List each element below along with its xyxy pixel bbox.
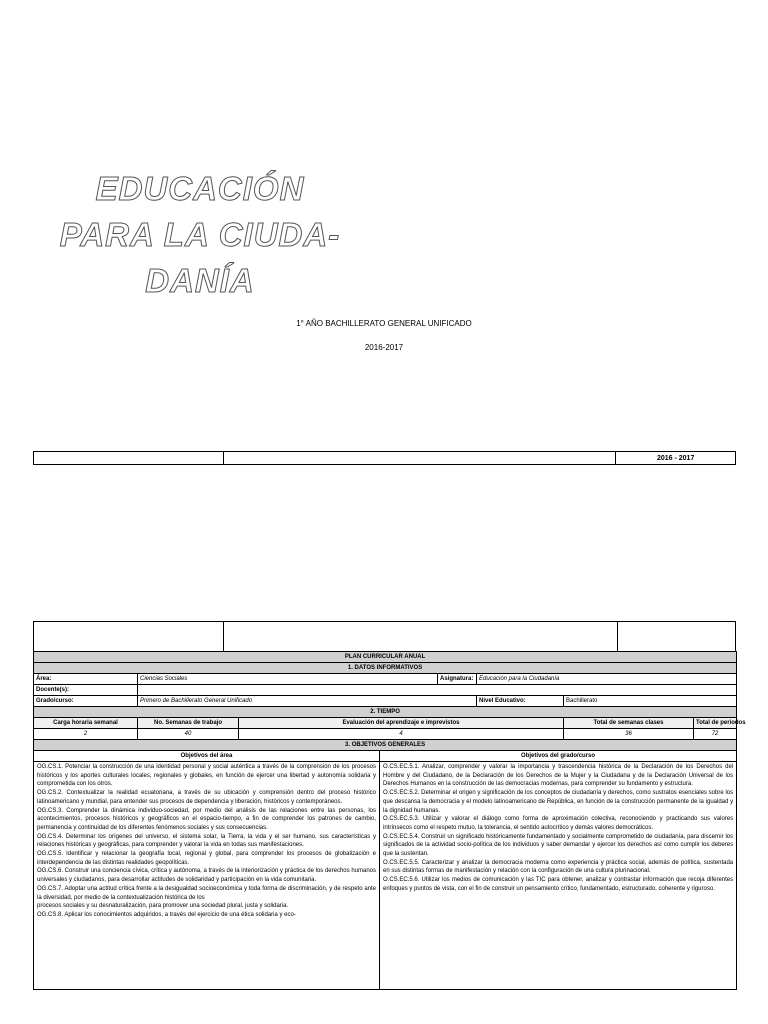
obj-area-item: OG.CS.7. Adoptar una actitud crítica frente a la desigualdad socioeconómica y toda forma de discriminación, y de respeto ante la diversidad, por medio de la contextualización histórica de los: [37, 885, 376, 901]
cover-title-line-3: DANÍA: [145, 262, 255, 299]
area-label: Área:: [34, 674, 138, 685]
cover-title-line-2: PARA LA CIUDA-: [59, 216, 341, 253]
header-box-center: [224, 622, 618, 651]
plan-heading: PLAN CURRICULAR ANUAL: [34, 652, 737, 663]
section-tiempo: 2. TIEMPO: [34, 707, 737, 718]
obj-area-item: OG.CS.2. Contextualizar la realidad ecuatoriana, a través de su ubicación y comprensión dentro del proceso histórico latinoamericano y mundial, para entender sus procesos de dependencia y liberación, históricos y contemporáneos.: [37, 790, 376, 805]
row-docente: [34, 685, 737, 696]
row-time-headers: [34, 718, 737, 729]
obj-grado-item: O.CS.EC.5.2. Determinar el origen y significación de los conceptos de ciudadanía y derechos, como sustratos esenciales sobre los que descansa la democracia y el modelo latinoamericano de República, en función de la construcción permanente de la igualdad y la dignidad humanas.: [383, 790, 734, 814]
obj-grado-cell: [380, 762, 737, 990]
obj-area-item: OG.CS.6. Construir una conciencia cívica, crítica y autónoma, a través de la interiorización y práctica de los derechos humanos universales y ciudadanos, para desarrollar actitudes de solidaridad y participación en la vida comunitaria.: [37, 868, 376, 884]
nivel-value: Bachillerato: [564, 696, 737, 707]
row-grado: [34, 696, 737, 707]
year-subtitle: 2016-2017: [364, 343, 404, 352]
nivel-label: Nivel Educativo:: [477, 696, 564, 707]
time-header-carga: Carga horaria semanal: [34, 718, 138, 729]
docente-value: [138, 685, 737, 696]
row-time-values: [34, 729, 737, 740]
time-header-total-semanas: Total de semanas clases: [564, 718, 694, 729]
section-datos: 1. DATOS INFORMATIVOS: [34, 663, 737, 674]
row-obj-headers: [34, 751, 737, 762]
obj-area-item: OG.CS.5. Identificar y relacionar la geografía local, regional y global, para comprender los procesos de globalización e interdependencia de las distintas realidades geopolíticas.: [37, 851, 376, 866]
obj-grado-item: O.CS.EC.5.6. Utilizar los medios de comunicación y las TIC para obtener, analizar y contrastar información que recoja diferentes enfoques y puntos de vista, con el fin de construir un pensamiento crítico, fundamentado, estructurado, coherente y riguroso.: [383, 877, 734, 892]
obj-area-item: OG.CS.1. Potenciar la construcción de una identidad personal y social auténtica a través de la comprensión de los procesos históricos y los aportes culturales locales, regionales y globales, en función de ejercer una libertad y autonomía solidaria y comprometida con los otros.: [37, 764, 376, 788]
top-info-cell-2: [224, 452, 616, 464]
grado-value: Primero de Bachillerato General Unificado: [138, 696, 477, 707]
top-info-cell-1: [34, 452, 224, 464]
time-header-periodos: Total de periodos: [694, 718, 737, 729]
obj-area-item: OG.CS.3. Comprender la dinámica individuo-sociedad, por medio del análisis de las relaciones entre las personas, los acontecimientos, procesos históricos y geográficos en el espacio-tiempo, a fin de comprender los patrones de cambio, permanencia y continuidad de los diferentes fenómenos sociales y sus consecuencias.: [37, 807, 376, 831]
time-value-total-semanas: 36: [564, 729, 694, 740]
obj-area-item: procesos sociales y su desnaturalización, para promover una sociedad plural, justa y solidaria.: [37, 903, 289, 910]
plan-table: [33, 651, 746, 990]
row-obj-content: [34, 762, 737, 990]
obj-area-item: OG.CS.8. Aplicar los conocimientos adquiridos, a través del ejercicio de una ética solidaria y eco-: [37, 911, 296, 918]
asignatura-value: Educación para la Ciudadanía: [477, 674, 737, 685]
asignatura-label: Asignatura:: [438, 674, 477, 685]
time-value-carga: 2: [34, 729, 138, 740]
obj-area-item: OG.CS.4. Determinar los orígenes del universo, el sistema solar, la Tierra, la vida y el ser humano, sus características y relaciones históricas y geográficas, para comprender y valorar la vida en todas sus manifestaciones.: [37, 833, 376, 849]
top-info-year: 2016 - 2017: [656, 454, 695, 462]
time-header-semanas: No. Semanas de trabajo: [138, 718, 239, 729]
time-header-evaluacion: Evaluación del aprendizaje e imprevistos: [239, 718, 564, 729]
docente-label: Docente(s):: [34, 685, 138, 696]
grado-label: Grado/curso:: [34, 696, 138, 707]
time-value-semanas: 40: [138, 729, 239, 740]
obj-grado-item: O.CS.EC.5.3. Utilizar y valorar el diálogo como forma de aproximación colectiva, reconociendo y practicando sus valores intrínsecos como el respeto mutuo, la tolerancia, el sentido autocrítico y demás valores democráticos.: [383, 816, 734, 831]
top-info-row: [33, 451, 736, 465]
time-value-evaluacion: 4: [239, 729, 564, 740]
plan-header-boxes: [33, 621, 736, 652]
obj-area-cell: [34, 762, 380, 990]
area-value: Ciencias Sociales: [138, 674, 438, 685]
obj-grado-item: O.CS.EC.5.5. Caracterizar y analizar la democracia moderna como experiencia y práctica social, además de política, sustentada en sus distintas formas de manifestación y relación con la configuración de una cultura plurinacional.: [383, 859, 734, 875]
section-objetivos: 3. OBJETIVOS GENERALES: [34, 740, 737, 751]
header-box-right: [618, 622, 735, 651]
cover-title: [30, 166, 370, 304]
obj-grado-item: O.CS.EC.5.4. Construir un significado históricamente fundamentado y socialmente comprometido de ciudadanía, para discernir los significados de la actividad socio-política de los individuos y saber demandar y ejercer los derechos así como cumplir los deberes que la sustentan.: [383, 833, 734, 858]
header-box-logo: [34, 622, 224, 651]
row-area: [34, 674, 737, 685]
obj-grado-item: O.CS.EC.5.1. Analizar, comprender y valorar la importancia y trascendencia histórica de la Declaración de los Derechos del Hombre y del Ciudadano, de la Declaración de los Derechos de la Mujer y la Ciudadana y de la Declaración Universal de los Derechos Humanos en la construcción de las democracias modernas, para comprender su fundamento y estructura.: [383, 764, 734, 788]
course-subtitle: 1° AÑO BACHILLERATO GENERAL UNIFICADO: [296, 319, 472, 328]
obj-area-header: Objetivos del área: [34, 751, 380, 762]
time-value-periodos: 72: [694, 729, 737, 740]
cover-title-line-1: EDUCACIÓN: [95, 170, 305, 207]
obj-grado-header: Objetivos del grado/curso: [380, 751, 737, 762]
